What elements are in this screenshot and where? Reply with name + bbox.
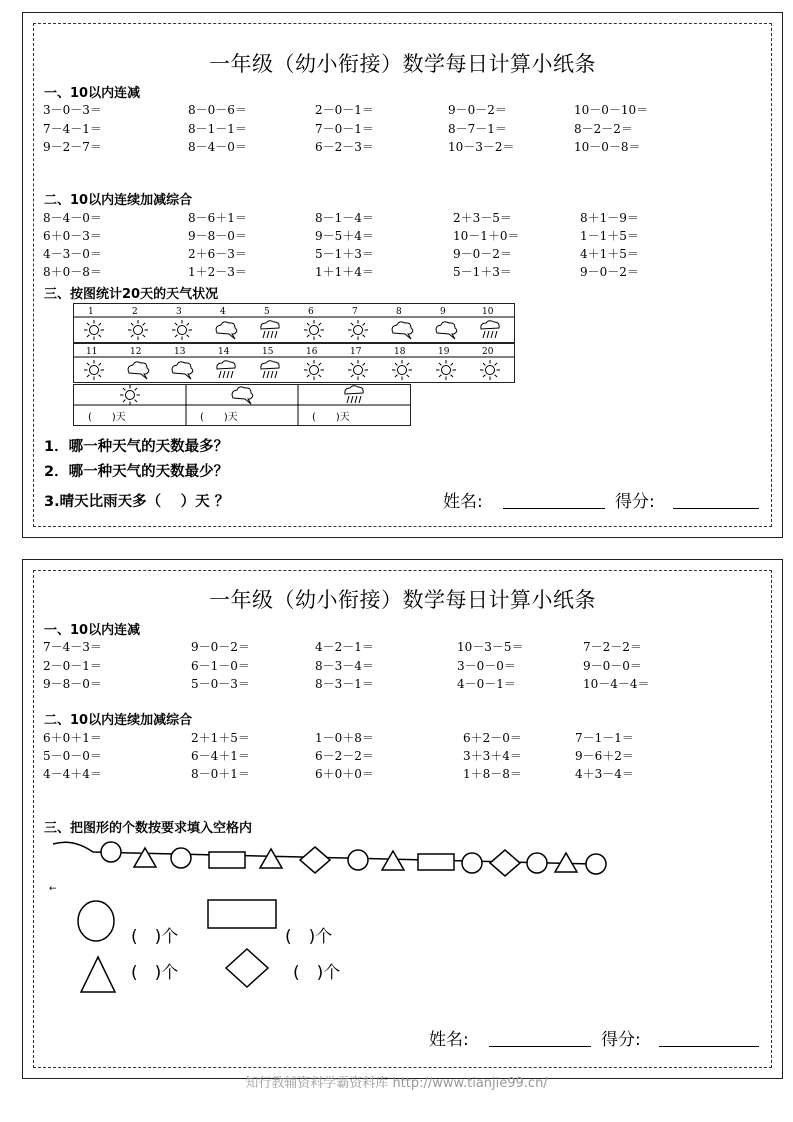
- math-problem: 9－0－2＝: [580, 265, 639, 279]
- triangle-answer[interactable]: ( )个: [131, 963, 179, 983]
- worksheet-title: 一年级（幼小衔接）数学每日计算小纸条: [209, 588, 596, 612]
- math-problem: 5－1＋3＝: [453, 265, 512, 279]
- name-label: 姓名:: [443, 492, 483, 512]
- rain-icon: [261, 361, 279, 378]
- chain-rect: [209, 852, 245, 868]
- math-problem: 8－3－1＝: [315, 677, 374, 691]
- sun-icon: [84, 320, 104, 340]
- math-problem: 8－3－4＝: [315, 658, 374, 673]
- math-problem: 1－0＋8＝: [315, 731, 374, 745]
- math-problem: 2＋3－5＝: [453, 211, 512, 225]
- weather-strip-2: [73, 343, 515, 383]
- math-problem: 3－0－0＝: [457, 658, 516, 673]
- sun-icon: [480, 360, 500, 380]
- math-problem: 6－2－3＝: [315, 140, 374, 154]
- math-problem: 7－4－1＝: [43, 121, 102, 136]
- chain-circle: [348, 850, 368, 870]
- math-problem: 9－0－2＝: [448, 103, 507, 117]
- math-problem: 6＋2－0＝: [463, 731, 522, 745]
- cloud-icon: [128, 362, 149, 379]
- math-problem: 9－8－0＝: [188, 229, 247, 243]
- day-number: 14: [218, 347, 230, 357]
- sun-icon: [120, 385, 140, 405]
- rain-icon: [481, 321, 499, 338]
- math-problem: 6－1－0＝: [191, 658, 250, 673]
- weather-tally-table: [73, 384, 411, 426]
- sun-icon: [172, 320, 192, 340]
- math-problem: 1－1＋5＝: [580, 229, 639, 243]
- chain-diamond: [300, 847, 330, 873]
- day-number: 15: [262, 347, 274, 357]
- day-number: 19: [438, 347, 450, 357]
- math-problem: 10－3－2＝: [448, 140, 515, 154]
- math-problem: 6＋0＋0＝: [315, 767, 374, 781]
- math-problem: 1＋2－3＝: [188, 265, 247, 279]
- chain-circle: [462, 853, 482, 873]
- tally-cell[interactable]: ( )天: [200, 412, 238, 423]
- day-number: 16: [306, 347, 318, 357]
- chain-triangle: [134, 848, 156, 867]
- math-problem: 4－4＋4＝: [43, 767, 102, 781]
- math-problem: 2＋6－3＝: [188, 247, 247, 261]
- section2-title: 二、10以内连续加减综合: [44, 193, 193, 208]
- math-problem: 8－1－4＝: [315, 211, 374, 225]
- cloud-icon: [436, 322, 457, 339]
- math-problem: 6＋0－3＝: [43, 229, 102, 243]
- math-problem: 8－0＋1＝: [191, 767, 250, 781]
- math-problem: 6＋0＋1＝: [43, 731, 102, 745]
- day-number: 13: [174, 347, 186, 357]
- worksheet-title: 一年级（幼小衔接）数学每日计算小纸条: [209, 52, 596, 76]
- day-number: 5: [264, 307, 270, 317]
- day-number: 18: [394, 347, 406, 357]
- diamond-answer[interactable]: ( )个: [293, 963, 341, 983]
- math-problem: 2＋1＋5＝: [191, 731, 250, 745]
- day-number: 4: [220, 307, 226, 317]
- cloud-icon: [392, 322, 413, 339]
- math-problem: 3－0－3＝: [43, 103, 102, 117]
- math-problem: 3＋3＋4＝: [463, 749, 522, 763]
- section3-title: 三、按图统计20天的天气状况: [44, 287, 219, 302]
- math-problem: 7－4－3＝: [43, 640, 102, 654]
- rain-icon: [345, 386, 363, 403]
- arrow-mark: ←: [49, 884, 57, 894]
- question-1: 1．哪一种天气的天数最多？: [44, 439, 229, 455]
- name-blank[interactable]: [489, 1046, 591, 1047]
- section2-title: 二、10以内连续加减综合: [44, 713, 193, 728]
- chain-rect: [418, 854, 454, 870]
- chain-triangle: [382, 851, 404, 870]
- math-problem: 9－6＋2＝: [575, 749, 634, 763]
- math-problem: 9－0－2＝: [453, 247, 512, 261]
- day-number: 1: [88, 307, 94, 317]
- sun-icon: [304, 320, 324, 340]
- worksheet-card-1: [22, 12, 783, 538]
- math-problem: 6－4＋1＝: [191, 749, 250, 763]
- sun-icon: [304, 360, 324, 380]
- math-problem: 5－0－3＝: [191, 677, 250, 691]
- rect-answer[interactable]: ( )个: [285, 927, 333, 947]
- math-problem: 7－1－1＝: [575, 731, 634, 745]
- name-label: 姓名:: [429, 1030, 469, 1050]
- math-problem: 1＋1＋4＝: [315, 265, 374, 279]
- math-problem: 4－3－0＝: [43, 247, 102, 261]
- sun-icon: [84, 360, 104, 380]
- tally-cell[interactable]: ( )天: [88, 412, 126, 423]
- math-problem: 4＋1＋5＝: [580, 247, 639, 261]
- math-problem: 9－2－7＝: [43, 140, 102, 154]
- math-problem: 5－0－0＝: [43, 749, 102, 763]
- sun-icon: [436, 360, 456, 380]
- question-3: 3.晴天比雨天多（ ）天 ？: [44, 494, 230, 510]
- section1-title: 一、10以内连减: [44, 623, 141, 638]
- math-problem: 5－1＋3＝: [315, 247, 374, 261]
- math-problem: 10－0－8＝: [574, 140, 641, 154]
- math-problem: 2－0－1＝: [43, 658, 102, 673]
- section1-title: 一、10以内连减: [44, 86, 141, 101]
- day-number: 9: [440, 307, 446, 317]
- chain-triangle: [260, 849, 282, 868]
- math-problem: 4－2－1＝: [315, 640, 374, 654]
- worksheet-card-2: [22, 559, 783, 1079]
- chain-circle: [586, 854, 606, 874]
- triangle-shape: [78, 954, 120, 996]
- math-problem: 7－0－1＝: [315, 121, 374, 136]
- math-problem: 8＋1－9＝: [580, 211, 639, 225]
- score-label: 得分:: [601, 1030, 641, 1050]
- math-problem: 6－2－2＝: [315, 749, 374, 763]
- math-problem: 9－0－2＝: [191, 640, 250, 654]
- score-blank[interactable]: [659, 1046, 759, 1047]
- tally-cell[interactable]: ( )天: [312, 412, 350, 423]
- math-problem: 7－2－2＝: [583, 640, 642, 654]
- chain-circle: [171, 848, 191, 868]
- math-problem: 9－5＋4＝: [315, 229, 374, 243]
- math-problem: 1＋8－8＝: [463, 767, 522, 781]
- sun-icon: [348, 360, 368, 380]
- math-problem: 10－0－10＝: [574, 103, 649, 117]
- math-problem: 4－0－1＝: [457, 677, 516, 691]
- cloud-icon: [232, 387, 253, 404]
- math-problem: 8－4－0＝: [188, 140, 247, 154]
- day-number: 20: [482, 347, 494, 357]
- name-blank[interactable]: [503, 508, 605, 509]
- day-number: 2: [132, 307, 138, 317]
- score-label: 得分:: [615, 492, 655, 512]
- rain-icon: [217, 361, 235, 378]
- day-number: 8: [396, 307, 402, 317]
- cloud-icon: [172, 362, 193, 379]
- day-number: 17: [350, 347, 362, 357]
- math-problem: 8－7－1＝: [448, 121, 507, 136]
- weather-strip-1: [73, 303, 515, 343]
- math-problem: 8－4－0＝: [43, 211, 102, 225]
- sun-icon: [392, 360, 412, 380]
- score-blank[interactable]: [673, 508, 759, 509]
- cloud-icon: [216, 322, 237, 339]
- math-problem: 8－2－2＝: [574, 121, 633, 136]
- shape-chain: [53, 836, 613, 886]
- chain-circle: [527, 853, 547, 873]
- sun-icon: [348, 320, 368, 340]
- math-problem: 9－8－0＝: [43, 677, 102, 691]
- math-problem: 10－4－4＝: [583, 677, 650, 691]
- footer-watermark: 知行教辅资料学霸资料库 http://www.tianjie99.cn/: [245, 1076, 548, 1091]
- math-problem: 8－6＋1＝: [188, 211, 247, 225]
- circle-shape: [75, 898, 119, 944]
- math-problem: 9－0－0＝: [583, 658, 642, 673]
- day-number: 6: [308, 307, 314, 317]
- diamond-shape: [223, 946, 271, 990]
- math-problem: 2－0－1＝: [315, 103, 374, 117]
- day-number: 10: [482, 307, 494, 317]
- math-problem: 8＋0－8＝: [43, 265, 102, 279]
- day-number: 7: [352, 307, 358, 317]
- section3-title: 三、把图形的个数按要求填入空格内: [44, 821, 253, 836]
- circle-answer[interactable]: ( )个: [131, 927, 179, 947]
- chain-circle: [101, 842, 121, 862]
- chain-diamond: [490, 850, 520, 876]
- sun-icon: [128, 320, 148, 340]
- question-2: 2．哪一种天气的天数最少？: [44, 464, 229, 480]
- day-number: 11: [86, 347, 98, 357]
- day-number: 3: [176, 307, 182, 317]
- math-problem: 8－0－6＝: [188, 103, 247, 117]
- math-problem: 10－1＋0＝: [453, 229, 520, 243]
- day-number: 12: [130, 347, 142, 357]
- rect-shape: [206, 898, 280, 932]
- math-problem: 10－3－5＝: [457, 640, 524, 654]
- math-problem: 4＋3－4＝: [575, 767, 634, 781]
- math-problem: 8－1－1＝: [188, 121, 247, 136]
- rain-icon: [261, 321, 279, 338]
